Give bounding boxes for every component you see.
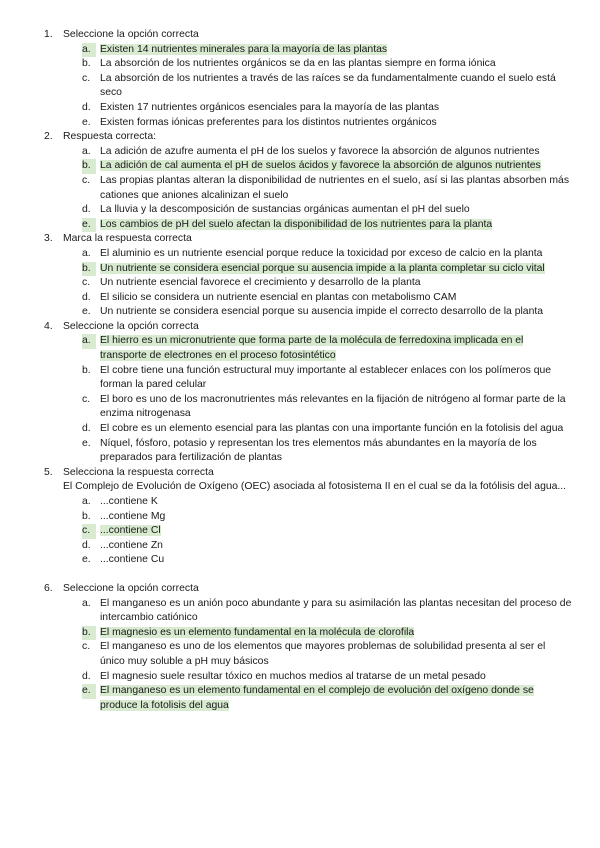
option	[0, 203, 600, 218]
option-text: Un nutriente se considera esencial porque su ausencia impide el correcto desarrollo de la planta	[100, 306, 544, 318]
option-letter: d.	[82, 423, 91, 435]
option-text: Existen 14 nutrientes minerales para la mayoría de las plantas	[100, 43, 388, 55]
question-stem: Seleccione la opción correcta	[63, 582, 199, 594]
option	[0, 539, 600, 554]
question-stem: Seleccione la opción correcta	[63, 320, 199, 332]
option-letter: d.	[82, 291, 91, 303]
option-text: El aluminio es un nutriente esencial porque reduce la toxicidad por exceso de calcio en la planta	[100, 247, 543, 259]
question-number: 1.	[44, 29, 53, 40]
option-letter: b.	[82, 364, 91, 376]
option-list	[63, 43, 600, 131]
option-letter: d.	[82, 204, 91, 216]
option-text: El silicio se considera un nutriente esencial en plantas con metabolismo CAM	[100, 291, 457, 303]
option-letter: a.	[82, 247, 91, 259]
question-number: 6.	[44, 582, 53, 594]
option-text: ...contiene Cu	[100, 554, 165, 566]
option-text: El manganeso es un elemento fundamental en el complejo de evolución del oxígeno donde se produce la fotolisis del agua	[100, 685, 534, 711]
option-letter: c.	[82, 524, 96, 539]
option	[0, 57, 600, 72]
option-correct	[0, 524, 600, 539]
option-letter: e.	[82, 218, 96, 233]
question-stem: Seleccione la opción correcta	[63, 29, 199, 40]
option-text: El magnesio suele resultar tóxico en muchos medios al tratarse de un metal pesado	[100, 670, 486, 682]
option-correct	[0, 218, 600, 233]
option-list	[63, 145, 600, 233]
option	[0, 510, 600, 525]
question-2	[0, 130, 600, 232]
question-context: El Complejo de Evolución de Oxígeno (OEC) asociada al fotosistema II en el cual se da la fotólisis del agua...	[63, 481, 567, 493]
option-letter: a.	[82, 145, 91, 157]
option-text: ...contiene K	[100, 496, 158, 507]
option	[0, 305, 600, 320]
option-list	[63, 334, 600, 465]
option-text: El cobre es un elemento esencial para las plantas con una importante función en la fotolisis del agua	[100, 423, 564, 435]
option	[0, 597, 600, 626]
question-4	[0, 320, 600, 466]
option	[0, 422, 600, 437]
option-text: El hierro es un micronutriente que forma parte de la molécula de ferredoxina implicada en el transporte de electrones en el proceso fotosintético	[100, 335, 524, 362]
question-stem: Marca la respuesta correcta	[63, 233, 192, 245]
question-number: 4.	[44, 320, 53, 332]
option	[0, 101, 600, 116]
spacer	[0, 568, 600, 582]
question-5	[0, 466, 600, 568]
option-text: Níquel, fósforo, potasio y representan los tres elementos más abundantes en la mayoría de los preparados para fertilización de plantas	[100, 437, 537, 464]
option	[0, 72, 600, 101]
option-text: Un nutriente se considera esencial porque su ausencia impide a la planta completar su ciclo vital	[100, 262, 545, 274]
option-letter: a.	[82, 496, 91, 507]
option-letter: c.	[82, 174, 91, 186]
option-text: La lluvia y la descomposición de sustancias orgánicas aumentan el pH del suelo	[100, 204, 470, 216]
question-number: 2.	[44, 131, 53, 143]
option-letter: b.	[82, 159, 96, 174]
option-correct	[0, 626, 600, 641]
option-text: Existen formas iónicas preferentes para los distintos nutrientes orgánicos	[100, 116, 437, 128]
option-text: ...contiene Mg	[100, 510, 166, 522]
option-letter: c.	[82, 72, 91, 84]
option-text: La adición de azufre aumenta el pH de los suelos y favorece la absorción de algunos nutrientes	[100, 145, 540, 157]
option-letter: a.	[82, 43, 96, 58]
option-letter: d.	[82, 539, 91, 551]
option-correct	[0, 159, 600, 174]
option-text: La adición de cal aumenta el pH de suelos ácidos y favorece la absorción de algunos nutrientes	[100, 160, 541, 172]
option	[0, 116, 600, 131]
option	[0, 174, 600, 203]
option-text: Existen 17 nutrientes orgánicos esenciales para la mayoría de las plantas	[100, 101, 440, 113]
option-text: Los cambios de pH del suelo afectan la disponibilidad de los nutrientes para la planta	[100, 218, 493, 230]
question-6	[0, 582, 600, 713]
question-number: 3.	[44, 233, 53, 245]
option-text: La absorción de los nutrientes a través de las raíces se da fundamentalmente cuando el suelo está seco	[100, 72, 556, 99]
option-letter: e.	[82, 437, 91, 449]
option	[0, 247, 600, 262]
option-text: Las propias plantas alteran la disponibilidad de nutrientes en el suelo, así si las plantas absorben más cationes que aniones alcalinizan el suelo	[100, 174, 570, 201]
option-letter: b.	[82, 510, 91, 522]
option-list	[63, 247, 600, 320]
option	[0, 276, 600, 291]
option-letter: b.	[82, 262, 96, 277]
option-text: El manganeso es un anión poco abundante y para su asimilación las plantas necesitan del proceso de intercambio catiónico	[100, 597, 572, 624]
option-correct	[0, 43, 600, 58]
option-letter: e.	[82, 306, 91, 318]
option-letter: c.	[82, 393, 91, 405]
question-stem: Respuesta correcta:	[63, 131, 156, 143]
option-letter: c.	[82, 641, 91, 653]
option-text: El manganeso es uno de los elementos que mayores problemas de solubilidad presenta al ser el único muy soluble a pH muy básicos	[100, 641, 546, 667]
option-text: El boro es uno de los macronutrientes más relevantes en la fijación de nitrógeno al formar parte de la enzima nitrogenasa	[100, 393, 566, 420]
option-letter: d.	[82, 101, 91, 113]
option-letter: e.	[82, 554, 91, 566]
question-3	[0, 232, 600, 320]
option-text: La absorción de los nutrientes orgánicos se da en las plantas siempre en forma iónica	[100, 58, 496, 70]
question-stem: Selecciona la respuesta correcta	[63, 466, 214, 478]
option	[0, 437, 600, 466]
question-1	[0, 28, 600, 130]
option-letter: d.	[82, 670, 91, 682]
option	[0, 495, 600, 510]
option-text: ...contiene Cl	[100, 525, 161, 537]
option-text: El cobre tiene una función estructural muy importante al establecer enlaces con los polímeros que forman la pared celular	[100, 364, 552, 391]
option-letter: b.	[82, 58, 91, 70]
option-correct	[0, 684, 600, 713]
option-text: ...contiene Zn	[100, 539, 163, 551]
option-letter: b.	[82, 626, 96, 641]
option-letter: e.	[82, 116, 91, 128]
option-letter: a.	[82, 597, 91, 609]
option	[0, 553, 600, 568]
question-number: 5.	[44, 466, 53, 478]
option	[0, 640, 600, 669]
option-list	[63, 597, 600, 714]
option-correct	[0, 262, 600, 277]
option-text: El magnesio es un elemento fundamental en la molécula de clorofila	[100, 626, 415, 638]
option	[0, 145, 600, 160]
option	[0, 291, 600, 306]
option	[0, 670, 600, 685]
option	[0, 393, 600, 422]
option-text: Un nutriente esencial favorece el crecimiento y desarrollo de la planta	[100, 277, 421, 289]
option-letter: e.	[82, 684, 96, 699]
option-letter: c.	[82, 277, 91, 289]
option-correct	[0, 334, 600, 363]
option	[0, 364, 600, 393]
quiz-document	[0, 28, 600, 713]
option-letter: a.	[82, 334, 96, 349]
option-list	[63, 495, 600, 568]
